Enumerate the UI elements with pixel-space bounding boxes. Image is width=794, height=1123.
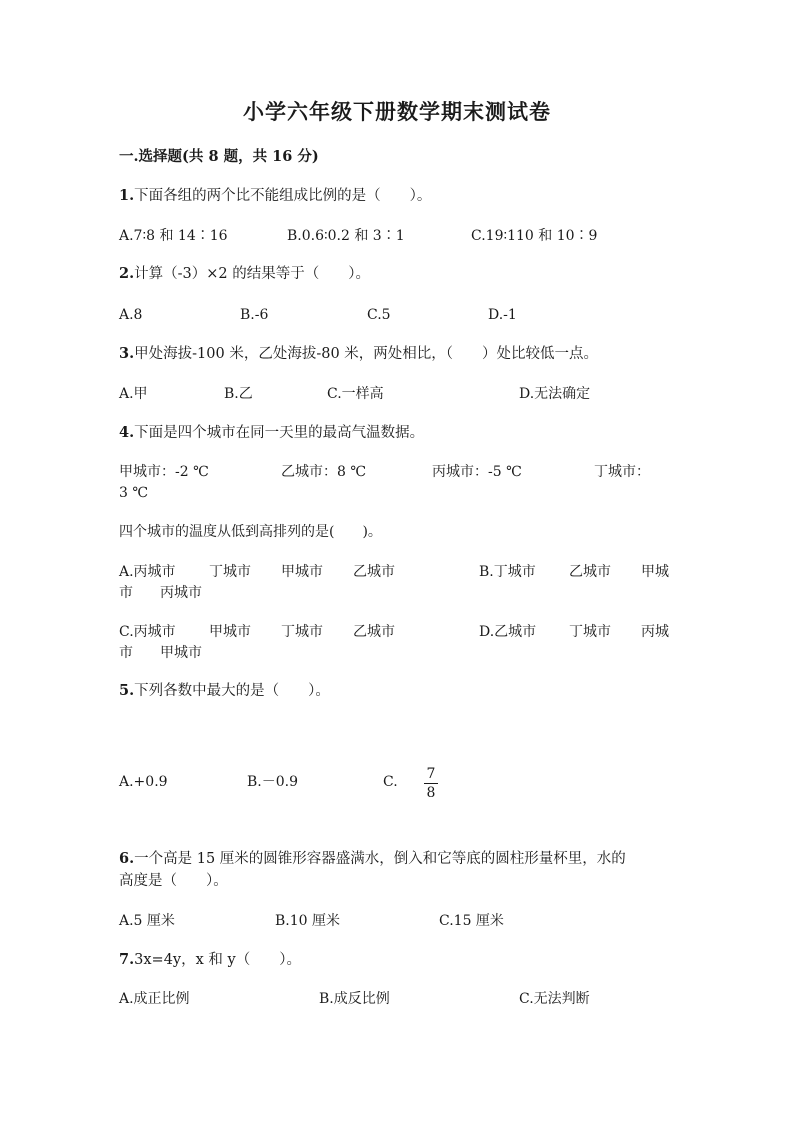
fraction-denominator: 8 bbox=[426, 785, 436, 801]
question-number: 2. bbox=[119, 265, 135, 282]
option-a-item: 甲城市 bbox=[281, 564, 323, 580]
question-text: 下列各数中最大的是（ ）。 bbox=[134, 683, 330, 699]
option-c-item: 乙城市 bbox=[353, 624, 395, 640]
question-number: 3. bbox=[119, 345, 135, 362]
option-a: A.7∶8 和 14∶16 bbox=[119, 228, 228, 244]
section-heading: 一.选择题(共 8 题，共 16 分) bbox=[119, 148, 319, 165]
option-d: D.-1 bbox=[488, 307, 517, 323]
question-number: 1. bbox=[119, 187, 135, 204]
option-a: A.甲 bbox=[119, 386, 148, 402]
option-b-item: 甲城 bbox=[641, 564, 669, 580]
option-c: C.无法判断 bbox=[519, 991, 590, 1007]
question-number: 5. bbox=[119, 682, 135, 699]
option-d-item: 丁城市 bbox=[569, 624, 611, 640]
option-a: A.5 厘米 bbox=[119, 913, 175, 929]
city-temp: 丁城市： bbox=[594, 464, 650, 480]
city-temp: 丙城市：-5 ℃ bbox=[432, 464, 522, 480]
fraction-numerator: 7 bbox=[426, 766, 436, 782]
question-text: 下面是四个城市在同一天里的最高气温数据。 bbox=[134, 425, 425, 441]
fraction-bar bbox=[424, 783, 438, 784]
question-1 bbox=[119, 187, 431, 205]
option-b: B.丁城市 bbox=[479, 564, 536, 580]
option-c: C.一样高 bbox=[327, 386, 384, 402]
question-text: 一个高是 15 厘米的圆锥形容器盛满水，倒入和它等底的圆柱形量杯里，水的 bbox=[134, 851, 626, 867]
option-b-item: 市 bbox=[119, 585, 133, 601]
option-a: A.8 bbox=[119, 307, 143, 323]
option-b-item: 乙城市 bbox=[569, 564, 611, 580]
option-a-item: 乙城市 bbox=[353, 564, 395, 580]
option-a: A.成正比例 bbox=[119, 991, 190, 1007]
question-6 bbox=[119, 850, 626, 868]
option-c: C.15 厘米 bbox=[439, 913, 504, 929]
option-b-item: 丙城市 bbox=[160, 585, 202, 601]
page-title: 小学六年级下册数学期末测试卷 bbox=[243, 99, 551, 124]
city-temp: 乙城市：8 ℃ bbox=[281, 464, 367, 480]
question-4 bbox=[119, 424, 424, 442]
question-number: 7. bbox=[119, 951, 135, 968]
option-c: C.19∶110 和 10∶9 bbox=[471, 228, 598, 244]
question-text: 甲处海拔-100 米，乙处海拔-80 米，两处相比，（ ）处比较低一点。 bbox=[134, 346, 599, 362]
option-b: B.-6 bbox=[240, 307, 269, 323]
city-temp: 甲城市：-2 ℃ bbox=[119, 464, 209, 480]
option-c: C.5 bbox=[367, 307, 391, 323]
option-b: B.0.6∶0.2 和 3∶1 bbox=[287, 228, 405, 244]
option-d: D.无法确定 bbox=[519, 386, 591, 402]
option-d: D.乙城市 bbox=[479, 624, 537, 640]
option-c: C. bbox=[383, 774, 398, 790]
question-text: 3x=4y，x 和 y（ ）。 bbox=[134, 952, 301, 968]
city-temp: 3 ℃ bbox=[119, 485, 149, 501]
question-text-continued: 高度是（ ）。 bbox=[119, 873, 228, 889]
fraction bbox=[424, 766, 438, 801]
option-a: A.+0.9 bbox=[119, 774, 168, 790]
option-a: A.丙城市 bbox=[119, 564, 176, 580]
option-b: B.10 厘米 bbox=[275, 913, 341, 929]
option-d-item: 丙城 bbox=[641, 624, 669, 640]
question-5 bbox=[119, 682, 330, 700]
question-3 bbox=[119, 345, 598, 363]
question-text: 计算（-3）×2 的结果等于（ ）。 bbox=[134, 266, 370, 282]
option-c-item: 丁城市 bbox=[281, 624, 323, 640]
option-c: C.丙城市 bbox=[119, 624, 176, 640]
option-b: B.成反比例 bbox=[319, 991, 390, 1007]
option-b: B.－0.9 bbox=[247, 774, 299, 790]
option-a-item: 丁城市 bbox=[209, 564, 251, 580]
option-d-item: 甲城市 bbox=[160, 645, 202, 661]
option-d-item: 市 bbox=[119, 645, 133, 661]
question-number: 6. bbox=[119, 850, 135, 867]
option-b: B.乙 bbox=[224, 386, 253, 402]
question-number: 4. bbox=[119, 424, 135, 441]
question-text: 四个城市的温度从低到高排列的是( )。 bbox=[119, 524, 382, 540]
question-7 bbox=[119, 951, 301, 969]
question-text: 下面各组的两个比不能组成比例的是（ ）。 bbox=[134, 188, 432, 204]
question-2 bbox=[119, 265, 370, 283]
option-c-item: 甲城市 bbox=[209, 624, 251, 640]
